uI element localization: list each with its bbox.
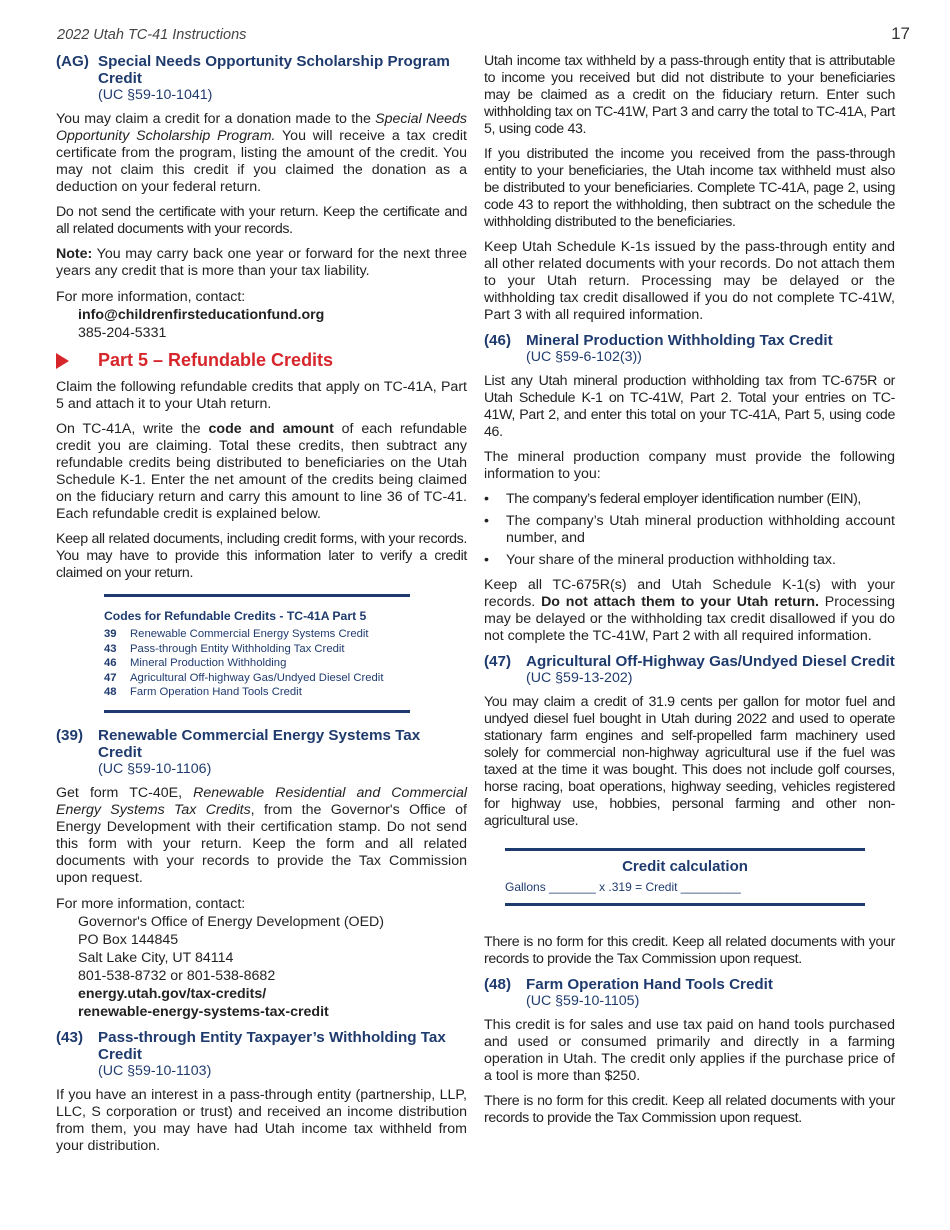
- contact-block: For more information, contact: Governor's Office of Energy Development (OED) PO Box 144845 Salt Lake City, UT 84114 801-538-8732 or 801-538-8682 energy.utah.gov/tax-credits/ renewable-energy-systems-tax-credit: [56, 895, 467, 1021]
- paragraph: Keep Utah Schedule K-1s issued by the pass-through entity and all other related documents with your records. Do not attach them to your Utah return. Processing may be delayed or the withholding tax credit disallowed if you do not complete TC-41W, Part 3 with all required information.: [484, 239, 895, 323]
- contact-phone: 385-204-5331: [78, 325, 167, 341]
- section-code: (AG): [56, 53, 89, 70]
- statute-reference: (UC §59-10-1105): [526, 993, 640, 1009]
- paragraph: Do not send the certificate with your return. Keep the certificate and all related documents with your records.: [56, 204, 467, 237]
- contact-url: renewable-energy-systems-tax-credit: [78, 1003, 329, 1020]
- code-row: 46 Mineral Production Withholding: [104, 657, 287, 670]
- paragraph: You may claim a credit for a donation made to the Special Needs Opportunity Scholarship Program. You will receive a tax credit certificate from the program, listing the amount of the credit. You may not claim this credit if you claimed the donation as a deduction on your federal return.: [56, 111, 467, 195]
- section-heading-46: (46) Mineral Production Withholding Tax Credit: [484, 332, 833, 349]
- right-column: [484, 53, 895, 1135]
- paragraph: You may claim a credit of 31.9 cents per gallon for motor fuel and undyed diesel fuel bought in Utah during 2022 and used to operate stationary farm engines and self-propelled farm machinery used solely for commercial non-highway agricultural use if the fuel was taxed at the time it was bought. This does not include golf courses, horse racing, boat operations, highway seeding, vehicles registered for highway use, hobbies, personal farming and other non-agricultural use.: [484, 694, 895, 829]
- paragraph: Get form TC-40E, Renewable Residential and Commercial Energy Systems Tax Credits, from the Governor's Office of Energy Development with their certification stamp. Do not send this form with your return. Keep the form and all related documents with your records to provide the Tax Commission upon request.: [56, 784, 467, 886]
- paragraph: If you distributed the income you received from the pass-through entity to your beneficiaries, the Utah income tax withheld must also be distributed to your beneficiaries. Complete TC-41A, page 2, using code 43 to report the withholding, then subtract on the schedule the withholding distributed to the beneficiaries.: [484, 146, 895, 230]
- part-title: Part 5 – Refundable Credits: [98, 350, 334, 370]
- codes-box-title: Codes for Refundable Credits - TC-41A Part 5: [104, 609, 367, 623]
- section-heading-43: (43) Pass-through Entity Taxpayer’s Withholding Tax Credit: [56, 1028, 446, 1063]
- contact-block: For more information, contact: info@childrenfirsteducationfund.org 385-204-5331: [56, 288, 467, 342]
- credit-calculation-box: [505, 848, 865, 906]
- list-item: • The company’s federal employer identification number (EIN),: [484, 491, 895, 508]
- statute-reference: (UC §59-10-1106): [98, 760, 212, 777]
- statute-reference: (UC §59-13-202): [526, 670, 633, 686]
- calc-formula: Gallons _______ x .319 = Credit _________: [505, 880, 741, 894]
- refundable-codes-box: [104, 594, 410, 713]
- code-row: 39 Renewable Commercial Energy Systems Credit: [104, 628, 369, 640]
- left-column: [56, 53, 467, 1163]
- contact-url: energy.utah.gov/tax-credits/: [78, 985, 267, 1002]
- statute-reference: (UC §59-10-1041): [98, 87, 213, 103]
- list-item: • Your share of the mineral production withholding tax.: [484, 552, 895, 569]
- triangle-arrow-icon: [56, 353, 69, 369]
- paragraph: List any Utah mineral production withholding tax from TC-675R or Utah Schedule K-1 on TC-41W, Part 2. Total your entries on TC-41W, Part 2, and enter this total on your TC-41A, Part 5, using code 46.: [484, 373, 895, 440]
- paragraph: On TC-41A, write the code and amount of each refundable credit you are claiming. Total these credits, then subtract any refundable credits being distributed to beneficiaries on the Utah Schedule K-1. Enter the net amount of the credits being claimed on the fiduciary return and carry this amount to line 36 of TC-41. Each refundable credit is explained below.: [56, 421, 467, 522]
- list-item: • The company’s Utah mineral production withholding account number, and: [484, 513, 895, 547]
- note-paragraph: Note: You may carry back one year or forward for the next three years any credit that is more than your tax liability.: [56, 246, 467, 279]
- paragraph: Claim the following refundable credits that apply on TC-41A, Part 5 and attach it to your Utah return.: [56, 379, 467, 412]
- code-row: 48 Farm Operation Hand Tools Credit: [104, 686, 302, 699]
- section-title: Special Needs Opportunity Scholarship Program Credit: [98, 53, 450, 87]
- part-5-heading: [56, 350, 467, 371]
- section-heading-ag: [56, 53, 467, 87]
- paragraph: Utah income tax withheld by a pass-through entity that is attributable to income you received but did not distribute to your beneficiaries may be claimed as a credit on the fiduciary return. Enter such withholding tax on TC-41W, Part 3 and carry the total to TC-41A, Part 5, using code 43.: [484, 53, 895, 137]
- paragraph: If you have an interest in a pass-through entity (partnership, LLP, LLC, S corporation or trust) and received an income distribution from them, you may have had Utah income tax withheld from your distribution.: [56, 1086, 467, 1154]
- running-head: 2022 Utah TC-41 Instructions: [57, 27, 247, 43]
- paragraph: There is no form for this credit. Keep all related documents with your records to provide the Tax Commission upon request.: [484, 934, 895, 967]
- paragraph: The mineral production company must provide the following information to you:: [484, 449, 895, 482]
- calc-title: Credit calculation: [622, 858, 748, 875]
- page-number: 17: [891, 24, 910, 43]
- code-row: 43 Pass-through Entity Withholding Tax Credit: [104, 642, 345, 655]
- contact-email: info@childrenfirsteducationfund.org: [78, 307, 325, 323]
- paragraph: Keep all TC-675R(s) and Utah Schedule K-1(s) with your records. Do not attach them to your Utah return. Processing may be delayed or the withholding tax credit disallowed if you do not complete the TC-41W, Part 2 with all required information.: [484, 577, 895, 644]
- paragraph: This credit is for sales and use tax paid on hand tools purchased and used or consumed primarily and directly in a farming operation in Utah. The credit only applies if the purchase price of a tool is more than $250.: [484, 1017, 895, 1084]
- section-heading-48: (48) Farm Operation Hand Tools Credit: [484, 976, 773, 993]
- section-heading-39: (39) Renewable Commercial Energy Systems Tax Credit: [56, 726, 421, 761]
- statute-reference: (UC §59-6-102(3)): [526, 349, 642, 365]
- paragraph: Keep all related documents, including credit forms, with your records. You may have to provide this information later to verify a credit claimed on your return.: [56, 531, 467, 581]
- paragraph: There is no form for this credit. Keep all related documents with your records to provide the Tax Commission upon request.: [484, 1093, 895, 1126]
- statute-reference: (UC §59-10-1103): [98, 1062, 212, 1079]
- code-row: 47 Agricultural Off-highway Gas/Undyed Diesel Credit: [104, 671, 384, 684]
- section-heading-47: (47) Agricultural Off-Highway Gas/Undyed Diesel Credit: [484, 653, 895, 670]
- bullet-list: [484, 491, 895, 569]
